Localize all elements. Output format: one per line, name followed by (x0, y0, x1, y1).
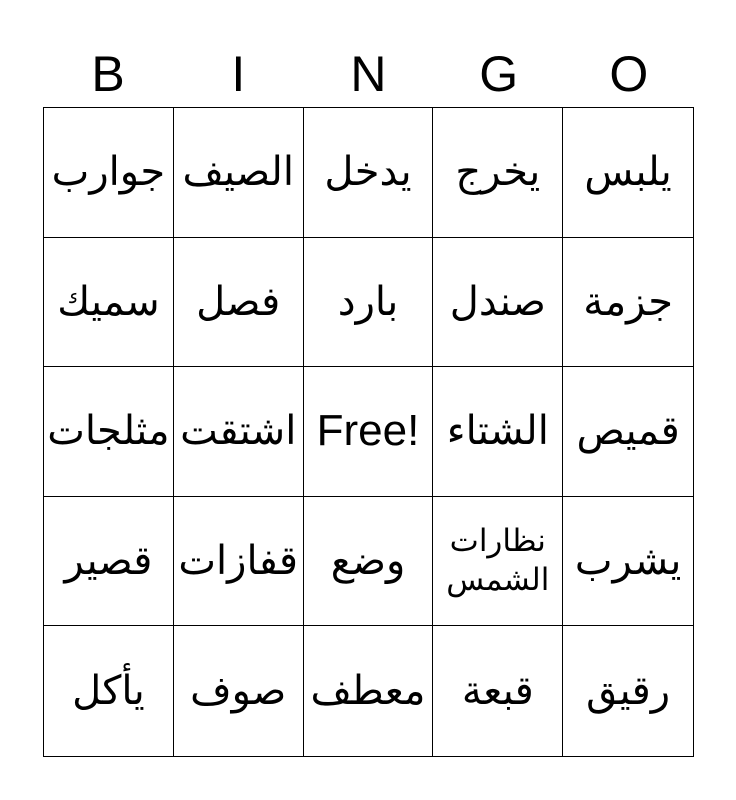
header-letter-n: N (350, 46, 387, 102)
bingo-cell[interactable]: اشتقت (174, 367, 304, 497)
bingo-cell[interactable]: يخرج (433, 108, 563, 238)
bingo-cell[interactable]: بارد (304, 238, 434, 368)
header-letter-b: B (91, 46, 125, 102)
bingo-cell[interactable]: قميص (563, 367, 693, 497)
bingo-cell[interactable]: الشتاء (433, 367, 563, 497)
bingo-cell[interactable]: جزمة (563, 238, 693, 368)
bingo-cell[interactable]: يلبس (563, 108, 693, 238)
bingo-cell[interactable]: فصل (174, 238, 304, 368)
bingo-cell[interactable]: يشرب (563, 497, 693, 627)
header-letter-g: G (479, 46, 519, 102)
bingo-cell[interactable]: يأكل (44, 626, 174, 756)
bingo-cell[interactable]: صندل (433, 238, 563, 368)
bingo-cell[interactable]: قبعة (433, 626, 563, 756)
free-space-cell[interactable]: Free! (304, 367, 434, 497)
bingo-cell[interactable]: قصير (44, 497, 174, 627)
bingo-header (43, 44, 694, 104)
bingo-cell[interactable]: مثلجات (44, 367, 174, 497)
bingo-grid (43, 107, 694, 757)
bingo-cell[interactable]: معطف (304, 626, 434, 756)
bingo-cell[interactable]: رقيق (586, 668, 671, 715)
bingo-cell[interactable]: سميك (44, 238, 174, 368)
bingo-cell[interactable]: نظارات الشمس (433, 497, 563, 627)
bingo-cell[interactable]: وضع (304, 497, 434, 627)
bingo-cell[interactable]: يدخل (304, 108, 434, 238)
bingo-cell[interactable]: قفازات (174, 497, 304, 627)
header-letter-i: I (231, 46, 246, 102)
bingo-cell[interactable]: صوف (174, 626, 304, 756)
header-letter-o: O (609, 46, 649, 102)
bingo-cell[interactable]: الصيف (174, 108, 304, 238)
bingo-cell[interactable]: جوارب (44, 108, 174, 238)
